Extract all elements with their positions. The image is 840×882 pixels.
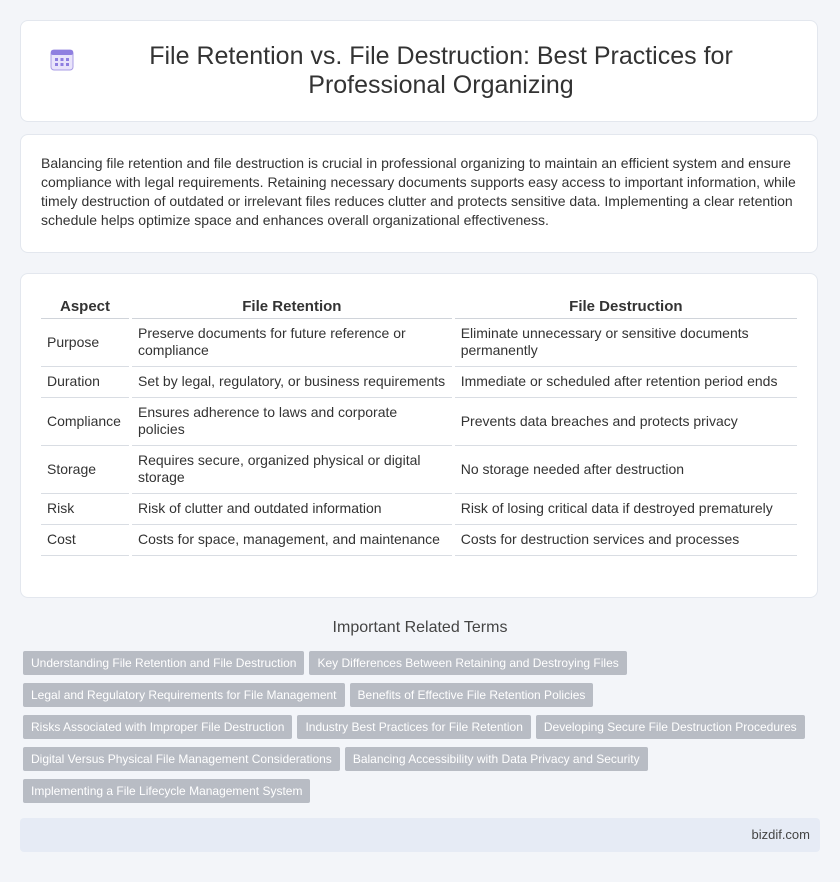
retention-cell: Preserve documents for future reference or compliance: [132, 319, 452, 367]
aspect-cell: Risk: [41, 494, 129, 525]
related-term-tag[interactable]: Key Differences Between Retaining and Destroying Files: [309, 651, 626, 675]
calendar-icon: [49, 46, 75, 72]
table-header-row: [41, 292, 797, 319]
comparison-table: [38, 292, 800, 556]
destruction-cell: Immediate or scheduled after retention period ends: [455, 367, 797, 398]
retention-cell: Ensures adherence to laws and corporate policies: [132, 398, 452, 446]
aspect-cell: Cost: [41, 525, 129, 556]
destruction-cell: Prevents data breaches and protects privacy: [455, 398, 797, 446]
aspect-cell: Storage: [41, 446, 129, 494]
related-term-tag[interactable]: Benefits of Effective File Retention Policies: [350, 683, 594, 707]
retention-cell: Costs for space, management, and maintenance: [132, 525, 452, 556]
aspect-cell: Compliance: [41, 398, 129, 446]
comparison-card: [20, 273, 818, 598]
column-header: Aspect: [41, 292, 129, 319]
retention-cell: Set by legal, regulatory, or business requirements: [132, 367, 452, 398]
related-terms-list: [23, 651, 823, 811]
column-header: File Retention: [132, 292, 452, 319]
footer: [20, 818, 820, 852]
table-row: [41, 367, 797, 398]
table-row: [41, 319, 797, 367]
intro-card: [20, 134, 818, 253]
aspect-cell: Duration: [41, 367, 129, 398]
retention-cell: Risk of clutter and outdated information: [132, 494, 452, 525]
destruction-cell: No storage needed after destruction: [455, 446, 797, 494]
intro-text: Balancing file retention and file destruction is crucial in professional organizing to maintain an efficient system and ensure compliance with legal requirements. Retaining necessary documents supports easy access to important information, while timely destruction of outdated or irrelevant files reduces clutter and protects sensitive data. Implementing a clear retention schedule helps optimize space and enhances overall organizational effectiveness.: [41, 155, 796, 228]
destruction-cell: Eliminate unnecessary or sensitive documents permanently: [455, 319, 797, 367]
related-term-tag[interactable]: Legal and Regulatory Requirements for File Management: [23, 683, 345, 707]
table-row: [41, 494, 797, 525]
related-term-tag[interactable]: Digital Versus Physical File Management Considerations: [23, 747, 340, 771]
destruction-cell: Costs for destruction services and processes: [455, 525, 797, 556]
related-term-tag[interactable]: Balancing Accessibility with Data Privacy and Security: [345, 747, 648, 771]
table-row: [41, 446, 797, 494]
related-term-tag[interactable]: Implementing a File Lifecycle Management System: [23, 779, 310, 803]
column-header: File Destruction: [455, 292, 797, 319]
destruction-cell: Risk of losing critical data if destroyed prematurely: [455, 494, 797, 525]
related-terms-title: Important Related Terms: [332, 619, 508, 636]
page-title: File Retention vs. File Destruction: Best Practices for Professional Organizing: [149, 42, 733, 99]
related-term-tag[interactable]: Risks Associated with Improper File Destruction: [23, 715, 292, 739]
related-term-tag[interactable]: Developing Secure File Destruction Procedures: [536, 715, 805, 739]
table-row: [41, 525, 797, 556]
related-term-tag[interactable]: Understanding File Retention and File Destruction: [23, 651, 304, 675]
related-term-tag[interactable]: Industry Best Practices for File Retention: [297, 715, 530, 739]
aspect-cell: Purpose: [41, 319, 129, 367]
table-row: [41, 398, 797, 446]
retention-cell: Requires secure, organized physical or digital storage: [132, 446, 452, 494]
header-card: [20, 20, 818, 122]
site-name: bizdif.com: [751, 827, 810, 842]
